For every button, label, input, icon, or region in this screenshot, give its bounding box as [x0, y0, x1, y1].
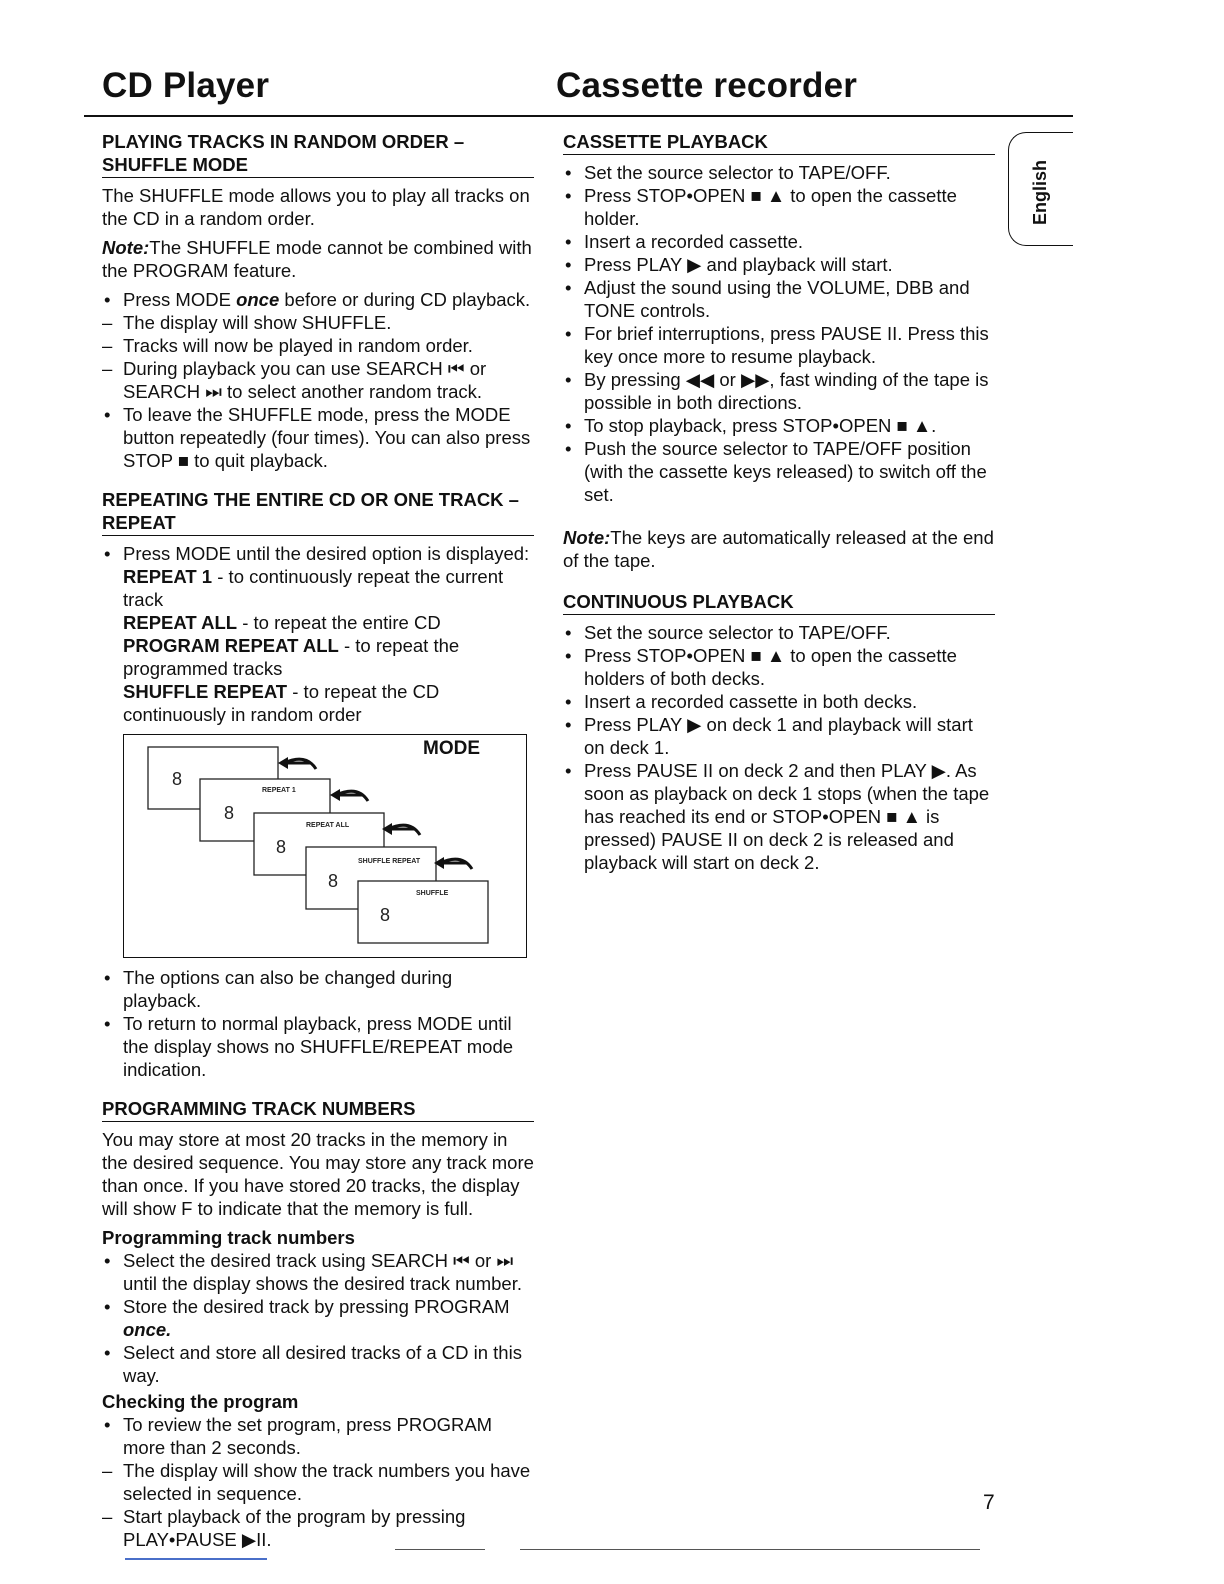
cassette-note: [563, 526, 995, 572]
left-column: [102, 130, 534, 1551]
list-item: • Press STOP•OPEN ■ ▲ to open the cassette holders of both decks.: [563, 644, 995, 690]
option-label: PROGRAM REPEAT ALL: [123, 635, 339, 656]
repeat-title-line2: REPEAT: [102, 512, 176, 533]
shuffle-note: [102, 236, 534, 282]
list-item: • Select and store all desired tracks of a CD in this way.: [102, 1341, 534, 1387]
list-item: • For brief interruptions, press PAUSE II. Press this key once more to resume playback.: [563, 322, 995, 368]
list-item: • To leave the SHUFFLE mode, press the MODE button repeatedly (four times). You can also press STOP ■ to quit playback.: [102, 403, 534, 472]
list-item: • Press MODE until the desired option is displayed:: [102, 542, 534, 565]
list-item: • Insert a recorded cassette.: [563, 230, 995, 253]
item-text: before or during CD playback.: [279, 289, 531, 310]
continuous-playback-steps: [563, 621, 995, 874]
list-item: – During playback you can use SEARCH ⏮ or SEARCH ⏭ to select another random track.: [102, 357, 534, 403]
checking-steps: [102, 1413, 534, 1551]
cassette-recorder-heading: Cassette recorder: [556, 66, 858, 105]
list-item: • Set the source selector to TAPE/OFF.: [563, 161, 995, 184]
list-item: • Press PLAY ▶ and playback will start.: [563, 253, 995, 276]
shuffle-title-line1: PLAYING TRACKS IN RANDOM ORDER –: [102, 131, 465, 152]
repeat-title-line1: REPEATING THE ENTIRE CD OR ONE TRACK –: [102, 489, 519, 510]
checking-subtitle: Checking the program: [102, 1391, 299, 1412]
shuffle-section: [102, 130, 534, 472]
list-item: • Select the desired track using SEARCH ⏮ or ⏭ until the display shows the desired track number.: [102, 1249, 534, 1295]
list-item: – The display will show the track numbers you have selected in sequence.: [102, 1459, 534, 1505]
display-digit: 8: [224, 803, 235, 823]
mode-button-label: MODE: [423, 738, 480, 759]
screen-label-shuffle-repeat: SHUFFLE REPEAT: [358, 858, 421, 865]
programming-section-title: PROGRAMMING TRACK NUMBERS: [102, 1097, 534, 1122]
list-item: • To return to normal playback, press MODE until the display shows no SHUFFLE/REPEAT mode indication.: [102, 1012, 534, 1081]
note-label: Note:: [563, 527, 611, 548]
shuffle-steps: [102, 288, 534, 472]
note-label: Note:: [102, 237, 150, 258]
cassette-playback-steps: [563, 161, 995, 506]
page-number: 7: [983, 1491, 995, 1514]
list-item: • Press PAUSE II on deck 2 and then PLAY ▶. As soon as playback on deck 1 stops (when the tape has reached its end or STOP•OPEN ■ ▲ is pressed) PAUSE II on deck 2 is released and playback will start on deck 2.: [563, 759, 995, 874]
list-item: [102, 288, 534, 311]
list-item: • Adjust the sound using the VOLUME, DBB and TONE controls.: [563, 276, 995, 322]
repeat-option: [102, 611, 534, 634]
list-item: • To review the set program, press PROGRAM more than 2 seconds.: [102, 1413, 534, 1459]
option-text: - to repeat the CD continuously in random order: [123, 681, 440, 725]
shuffle-intro: The SHUFFLE mode allows you to play all tracks on the CD in a random order.: [102, 185, 530, 229]
list-item: • The options can also be changed during playback.: [102, 966, 534, 1012]
list-item: – The display will show SHUFFLE.: [102, 311, 534, 334]
mode-cycle-diagram: [124, 735, 526, 957]
list-item: [102, 1295, 534, 1341]
cd-player-heading: CD Player: [102, 66, 270, 105]
list-item: – Tracks will now be played in random order.: [102, 334, 534, 357]
list-item: • Set the source selector to TAPE/OFF.: [563, 621, 995, 644]
repeat-section-title: [102, 488, 534, 536]
display-digit: 8: [328, 871, 339, 891]
list-item: • Press STOP•OPEN ■ ▲ to open the cassette holder.: [563, 184, 995, 230]
list-item: • Insert a recorded cassette in both decks.: [563, 690, 995, 713]
option-text: - to repeat the programmed tracks: [123, 635, 460, 679]
shuffle-title-line2: SHUFFLE MODE: [102, 154, 248, 175]
mode-display-figure: [123, 734, 527, 958]
note-text: The SHUFFLE mode cannot be combined with the PROGRAM feature.: [102, 237, 532, 281]
cassette-playback-title: CASSETTE PLAYBACK: [563, 130, 995, 155]
continuous-playback-title: CONTINUOUS PLAYBACK: [563, 590, 995, 615]
list-item: • Press PLAY ▶ on deck 1 and playback will start on deck 1.: [563, 713, 995, 759]
display-digit: 8: [380, 905, 391, 925]
repeat-steps: [102, 542, 534, 565]
option-text: - to repeat the entire CD: [237, 612, 441, 633]
item-emphasis: once: [236, 289, 280, 310]
programming-intro: You may store at most 20 tracks in the memory in the desired sequence. You may store any track more than once. If you have stored 20 tracks, the display will show F to indicate that the memory is full.: [102, 1129, 534, 1219]
footer-blue-mark: [125, 1558, 267, 1560]
option-text: - to continuously repeat the current track: [123, 566, 504, 610]
repeat-option: [102, 680, 534, 726]
screen-label-repeat-1: REPEAT 1: [262, 787, 296, 794]
display-digit: 8: [172, 769, 183, 789]
programming-section: [102, 1097, 534, 1551]
item-text: Store the desired track by pressing PROGRAM: [123, 1296, 510, 1317]
list-item: • Push the source selector to TAPE/OFF position (with the cassette keys released) to switch off the set.: [563, 437, 995, 506]
list-item: • To stop playback, press STOP•OPEN ■ ▲.: [563, 414, 995, 437]
footer-mark: [395, 1549, 485, 1550]
screen-label-repeat-all: REPEAT ALL: [306, 822, 350, 829]
screen-label-shuffle: SHUFFLE: [416, 890, 449, 897]
item-emphasis: once.: [123, 1319, 172, 1340]
option-label: SHUFFLE REPEAT: [123, 681, 288, 702]
repeat-option: [102, 634, 534, 680]
programming-subtitle: Programming track numbers: [102, 1227, 355, 1248]
option-label: REPEAT 1: [123, 566, 213, 587]
footer-mark: [520, 1549, 980, 1550]
repeat-option: [102, 565, 534, 611]
continuous-playback-section: [563, 590, 995, 874]
shuffle-section-title: [102, 130, 534, 178]
programming-steps: [102, 1249, 534, 1387]
item-text: Press MODE: [123, 289, 237, 310]
heading-rule: [84, 115, 1073, 117]
cassette-playback-section: [563, 130, 995, 572]
right-column: [563, 130, 995, 874]
display-digit: 8: [276, 837, 287, 857]
list-item: – Start playback of the program by pressing PLAY•PAUSE ▶II.: [102, 1505, 534, 1551]
list-item: • By pressing ◀◀ or ▶▶, fast winding of the tape is possible in both directions.: [563, 368, 995, 414]
language-tab-label: English: [1030, 159, 1050, 225]
note-text: The keys are automatically released at the end of the tape.: [563, 527, 994, 571]
option-label: REPEAT ALL: [123, 612, 238, 633]
repeat-section: [102, 488, 534, 1081]
repeat-notes: [102, 966, 534, 1081]
